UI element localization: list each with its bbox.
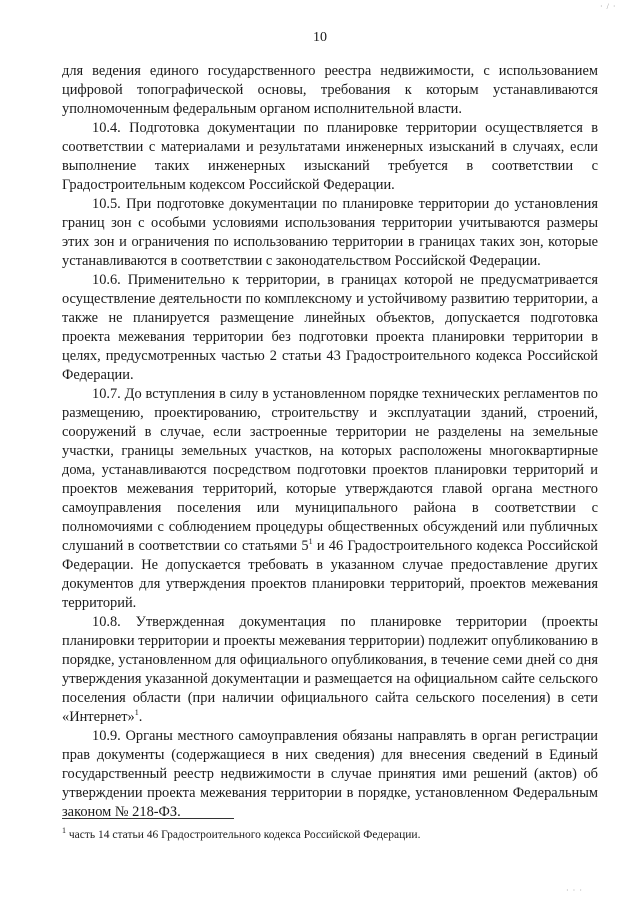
scan-mark-bottom: · · · (566, 886, 583, 895)
paragraph-10-8-text-start: 10.8. Утвержденная документация по планировке территории (проекты планировки территории и проекты межевания территории) подлежит опубликованию в порядке, установленном для официального опубликования, в течение семи дней со дня утверждения указанной документации и размещается на официальном сайте сельского поселения области (при наличии официального сайта сельского поселения) в сети «Интернет» (62, 614, 598, 725)
paragraph-10-7-text-start: 10.7. До вступления в силу в установленном порядке технических регламентов по размещению, проектированию, строительству и эксплуатации зданий, строений, сооружений в случае, если застроенные территории не разделены на земельные участки, границы земельных участков, на которых расположены многоквартирные дома, устанавливаются посредством подготовки проектов планировки территорий и проектов межевания территорий, которые утверждаются главой органа местного самоуправления поселения или муниципального района в соответствии с полномочиями с соблюдением процедуры общественных обсуждений или публичных слушаний в соответствии со статьями 5 (62, 386, 598, 554)
footnote-divider (62, 818, 234, 819)
footnote-reference: 1 (134, 708, 139, 718)
paragraph-10-7 (62, 385, 598, 613)
paragraph-10-5: 10.5. При подготовке документации по планировке территории до установления границ зон с особыми условиями использования территории учитываются размеры этих зон и ограничения по использованию территории в границах таких зон, которые устанавливаются в соответствии с законодательством Российской Федерации. (62, 196, 598, 269)
paragraph-10-6: 10.6. Применительно к территории, в границах которой не предусматривается осуществление деятельности по комплексному и устойчивому развитию территории, а также не планируется размещение линейных объектов, допускается подготовка проекта межевания территории без подготовки проекта планировки территории в целях, предусмотренных частью 2 статьи 43 Градостроительного кодекса Российской Федерации. (62, 272, 598, 383)
paragraph-10-7-text-end: и 46 Градостроительного кодекса Российской Федерации. Не допускается требовать в указанном случае предоставление других документов для утверждения проектов планировки территорий, проектов межевания территорий. (62, 538, 598, 611)
footnote (62, 828, 598, 843)
footnote-reference: 1 (308, 537, 313, 547)
page-number: 10 (313, 30, 327, 45)
footnote-marker: 1 (62, 826, 66, 836)
paragraph-10-8 (62, 613, 598, 727)
paragraph-continuation: для ведения единого государственного реестра недвижимости, с использованием цифровой топографической основы, требования к которым устанавливаются уполномоченным федеральным органом исполнительной власти. (62, 63, 598, 117)
footnote-text: часть 14 статьи 46 Градостроительного кодекса Российской Федерации. (66, 829, 421, 841)
document-body (62, 62, 598, 822)
scan-mark-top: · / · (600, 2, 617, 11)
paragraph-10-8-text-end: . (138, 709, 143, 725)
paragraph-10-9: 10.9. Органы местного самоуправления обязаны направлять в орган регистрации прав документы (содержащиеся в них сведения) для внесения сведений в Единый государственный реестр недвижимости в случае принятия ими решений (актов) об утверждении проекта межевания территории в порядке, установленном Федеральным законом № 218-ФЗ. (62, 728, 598, 820)
paragraph-10-4: 10.4. Подготовка документации по планировке территории осуществляется в соответствии с материалами и результатами инженерных изысканий в случаях, если выполнение таких инженерных изысканий требуется в соответствии с Градостроительным кодексом Российской Федерации. (62, 120, 598, 193)
